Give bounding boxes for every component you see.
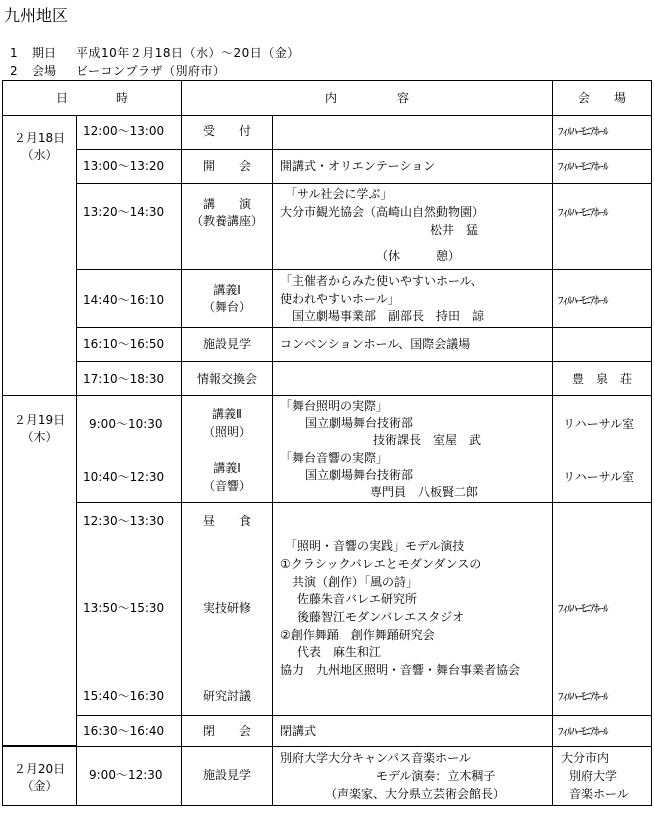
content-cell: 「サル社会に学ぶ」 大分市観光協会（高崎山自然動物園） 松井 猛 （休 憩） [272, 183, 553, 270]
header-venue: 会 場 [552, 80, 652, 116]
time-cell: 16:10～16:50 [76, 327, 182, 362]
venue-cell: リハーサル室 リハーサル室 [552, 395, 652, 503]
content-cell: 別府大学大分キャンパス音楽ホール モデル演奏：立木稠子 （声楽家、大分県立芸術会館長） [272, 746, 553, 806]
time-cell: 17:10～18:30 [76, 361, 182, 396]
day-cell: ２月19日 （木） [2, 395, 77, 746]
time-cell: 9:00～10:30 10:40～12:30 [76, 395, 182, 503]
info-line-venue: 2 会場 ビーコンプラザ（別府市） [10, 64, 226, 78]
info-line-dates: 1 期日 平成10年２月18日（水）～20日（金） [10, 46, 300, 60]
header-content: 内 容 [181, 80, 553, 116]
time-cell: 16:30～16:40 [76, 715, 182, 747]
content-cell [272, 115, 553, 150]
venue-cell: ﾌｨﾙﾊｰﾓﾆｱﾎｰﾙ [552, 149, 652, 184]
content-cell: コンベンションホール、国際会議場 [272, 327, 553, 362]
venue-cell: ﾌｨﾙﾊｰﾓﾆｱﾎｰﾙ ﾌｨﾙﾊｰﾓﾆｱﾎｰﾙ [552, 502, 652, 716]
content-cell: 閉講式 [272, 715, 553, 747]
venue-cell: ﾌｨﾙﾊｰﾓﾆｱﾎｰﾙ [552, 269, 652, 328]
program-cell: 閉 会 [181, 715, 273, 747]
program-cell: 講義Ⅰ （舞台） [181, 269, 273, 328]
venue-cell: 豊 泉 荘 [552, 361, 652, 396]
time-cell: 13:00～13:20 [76, 149, 182, 184]
time-cell: 12:00～13:00 [76, 115, 182, 150]
content-cell: 開講式・オリエンテーション [272, 149, 553, 184]
day-cell: ２月18日 （水） [2, 115, 77, 396]
program-cell: 受 付 [181, 115, 273, 150]
program-cell: 開 会 [181, 149, 273, 184]
program-cell: 施設見学 [181, 327, 273, 362]
time-cell: 14:40～16:10 [76, 269, 182, 328]
program-cell: 講 演 （教養講座） [181, 183, 273, 270]
venue-cell [552, 327, 652, 362]
content-cell: 「主催者からみた使いやすいホール、 使われやすいホール」 国立劇場事業部 副部長 持田 諒 [272, 269, 553, 328]
page-title: 九州地区 [4, 6, 69, 25]
venue-cell: ﾌｨﾙﾊｰﾓﾆｱﾎｰﾙ [552, 115, 652, 150]
venue-cell: ﾌｨﾙﾊｰﾓﾆｱﾎｰﾙ [552, 183, 652, 270]
program-cell: 情報交換会 [181, 361, 273, 396]
content-cell: 「照明・音響の実践」モデル演技 ①クラシックバレエとモダンダンスの 共演（創作）「風の詩」 佐藤朱音バレエ研究所 後藤智江モダンバレエスタジオ ②創作舞踊 創作舞踊研究会 代表 麻生和江 協力 九州地区照明・音響・舞台事業者協会 [272, 502, 553, 716]
venue-cell: 大分市内 別府大学 音楽ホール [552, 746, 652, 806]
time-cell: 12:30～13:30 13:50～15:30 15:40～16:30 [76, 502, 182, 716]
header-date-time: 日 時 [2, 80, 182, 116]
content-cell: 「舞台照明の実際」 国立劇場舞台技術部 技術課長 室屋 武 「舞台音響の実際」 国立劇場舞台技術部 専門員 八板賢二郎 [272, 395, 553, 503]
time-cell: 13:20～14:30 [76, 183, 182, 270]
program-cell: 講義Ⅱ （照明） 講義Ⅰ （音響） [181, 395, 273, 503]
program-cell: 昼 食 実技研修 研究討議 [181, 502, 273, 716]
content-cell [272, 361, 553, 396]
venue-cell: ﾌｨﾙﾊｰﾓﾆｱﾎｰﾙ [552, 715, 652, 747]
program-cell: 施設見学 [181, 746, 273, 806]
day-cell: ２月20日 （金） [2, 746, 77, 806]
time-cell: 9:00～12:30 [76, 746, 182, 806]
